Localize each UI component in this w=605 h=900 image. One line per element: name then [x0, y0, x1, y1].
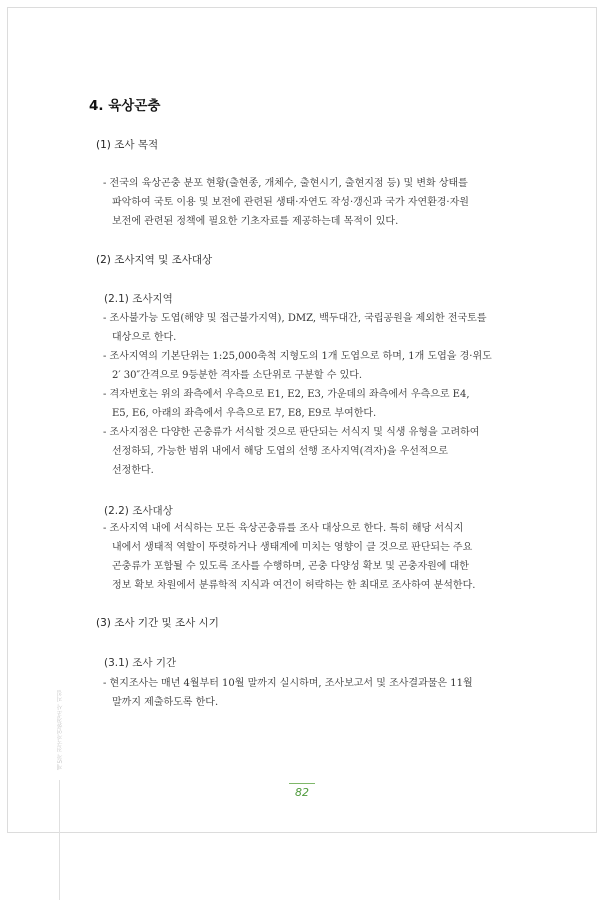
text-line: 선정하되, 가능한 범위 내에서 해당 도엽의 선행 조사지역(격자)을 우선적으로 — [112, 446, 448, 457]
bullet-survey-area-4 — [103, 423, 519, 480]
bullet-survey-target — [103, 519, 519, 595]
sidebar-divider — [59, 780, 60, 900]
text-line: 파악하여 국토 이용 및 보전에 관련된 생태·자연도 작성·갱신과 국가 자연환경·자원 — [112, 197, 469, 208]
text-line: 대상으로 한다. — [112, 332, 177, 343]
page-number: 82 — [295, 786, 309, 799]
sidebar-text: 제5차 전국자연환경조사 지침 — [57, 690, 64, 770]
text-line: E5, E6, 아래의 좌측에서 우측으로 E7, E8, E9로 부여한다. — [112, 408, 377, 419]
bullet-survey-area-2 — [103, 347, 519, 385]
text-line: - 현지조사는 매년 4월부터 10월 말까지 실시하며, 조사보고서 및 조사결과물은 11월 — [103, 678, 473, 689]
sidebar-guideline-label — [56, 690, 66, 810]
text-line: - 조사지역의 기본단위는 1:25,000축척 지형도의 1개 도엽으로 하며, 1개 도엽을 경·위도 — [103, 351, 492, 362]
section-title: 4. 육상곤충 — [89, 98, 161, 114]
bullet-survey-purpose — [103, 174, 519, 231]
bullet-survey-area-1 — [103, 309, 519, 347]
heading-survey-period: (3) 조사 기간 및 조사 시기 — [96, 617, 219, 629]
text-line: 곤충류가 포함될 수 있도록 조사를 수행하며, 곤충 다양성 확보 및 곤충자원에 대한 — [112, 561, 469, 572]
text-line: 내에서 생태적 역할이 뚜렷하거나 생태계에 미치는 영향이 클 것으로 판단되는 주요 — [112, 542, 473, 553]
text-line: - 격자번호는 위의 좌측에서 우측으로 E1, E2, E3, 가운데의 좌측에서 우측으로 E4, — [103, 389, 470, 400]
text-line: 말까지 제출하도록 한다. — [112, 697, 219, 708]
heading-survey-area: (2.1) 조사지역 — [104, 293, 173, 305]
heading-survey-target: (2.2) 조사대상 — [104, 505, 173, 517]
text-line: - 전국의 육상곤충 분포 현황(출현종, 개체수, 출현시기, 출현지점 등) 및 변화 상태를 — [103, 178, 468, 189]
heading-survey-area-target: (2) 조사지역 및 조사대상 — [96, 254, 213, 266]
page-number-rule — [289, 783, 315, 784]
text-line: 2′ 30″간격으로 9등분한 격자를 소단위로 구분할 수 있다. — [112, 370, 363, 381]
text-line: - 조사지역 내에 서식하는 모든 육상곤충류를 조사 대상으로 한다. 특히 해당 서식지 — [103, 523, 464, 534]
text-line: - 조사지점은 다양한 곤충류가 서식할 것으로 판단되는 서식지 및 식생 유형을 고려하여 — [103, 427, 480, 438]
text-line: - 조사불가능 도엽(해양 및 접근불가지역), DMZ, 백두대간, 국립공원을 제외한 전국토를 — [103, 313, 487, 324]
heading-survey-purpose: (1) 조사 목적 — [96, 139, 159, 151]
heading-survey-duration: (3.1) 조사 기간 — [104, 657, 177, 669]
text-line: 보전에 관련된 정책에 필요한 기초자료를 제공하는데 목적이 있다. — [112, 216, 399, 227]
text-line: 선정한다. — [112, 465, 154, 476]
bullet-survey-duration — [103, 674, 519, 712]
bullet-survey-area-3 — [103, 385, 519, 423]
text-line: 정보 확보 차원에서 분류학적 지식과 여건이 허락하는 한 최대로 조사하여 분석한다. — [112, 580, 476, 591]
